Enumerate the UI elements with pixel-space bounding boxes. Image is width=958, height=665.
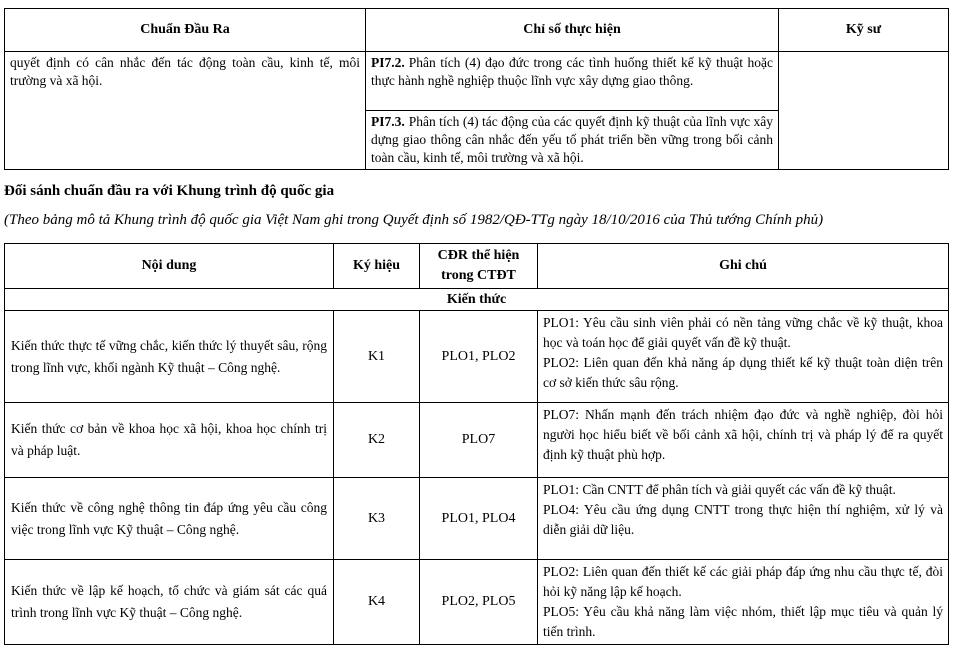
table2-header-noi-dung: Nội dung xyxy=(5,244,334,289)
note-line: PLO1: Yêu cầu sinh viên phải có nền tảng vững chắc về kỹ thuật, khoa học và toán học để giải quyết vấn đề kỹ thuật. xyxy=(543,315,943,350)
plo-cell: PLO1, PLO2 xyxy=(420,311,538,403)
table-row xyxy=(5,311,949,403)
table-row xyxy=(5,52,949,111)
note-line: PLO5: Yêu cầu khả năng làm việc nhóm, thiết lập mục tiêu và quản lý tiến trình. xyxy=(543,604,943,639)
note-line: PLO2: Liên quan đến thiết kế các giải pháp đáp ứng nhu cầu thực tế, đòi hỏi kỹ năng lập kế hoạch. xyxy=(543,564,943,599)
outcome-indicators-table xyxy=(4,8,949,170)
content-cell: Kiến thức thực tế vững chắc, kiến thức lý thuyết sâu, rộng trong lĩnh vực, khối ngành Kỹ thuật – Công nghệ. xyxy=(5,311,334,403)
indicator-code: PI7.3. xyxy=(371,114,405,129)
table2-header-ky-hieu: Ký hiệu xyxy=(334,244,420,289)
symbol-cell: K2 xyxy=(334,403,420,478)
section-heading: Đối sánh chuẩn đầu ra với Khung trình độ quốc gia xyxy=(4,183,335,199)
plo-cell: PLO2, PLO5 xyxy=(420,560,538,645)
symbol-cell: K1 xyxy=(334,311,420,403)
table-header-row xyxy=(5,9,949,52)
outcome-cell: quyết định có cân nhắc đến tác động toàn cầu, kinh tế, môi trường và xã hội. xyxy=(5,52,366,170)
symbol-cell: K4 xyxy=(334,560,420,645)
notes-cell xyxy=(538,311,949,403)
note-line: PLO2: Liên quan đến khả năng áp dụng thiết kế kỹ thuật toàn diện trên cơ sở kiến thức sâu rộng. xyxy=(543,355,943,390)
note-line: PLO1: Cần CNTT để phân tích và giải quyết các vấn đề kỹ thuật. xyxy=(543,482,896,497)
group-header-kien-thuc: Kiến thức xyxy=(5,289,949,311)
content-cell: Kiến thức về công nghệ thông tin đáp ứng yêu cầu công việc trong lĩnh vực Kỹ thuật – Công nghệ. xyxy=(5,478,334,560)
group-header-row xyxy=(5,289,949,311)
note-line: PLO4: Yêu cầu ứng dụng CNTT trong thực hiện thí nghiệm, xử lý và diễn giải dữ liệu. xyxy=(543,502,943,537)
content-cell: Kiến thức về lập kế hoạch, tổ chức và giám sát các quá trình trong lĩnh vực Kỹ thuật – Công nghệ. xyxy=(5,560,334,645)
content-cell: Kiến thức cơ bản về khoa học xã hội, khoa học chính trị và pháp luật. xyxy=(5,403,334,478)
indicator-code: PI7.2. xyxy=(371,55,405,70)
table-row xyxy=(5,403,949,478)
table1-header-chi-so-thuc-hien: Chỉ số thực hiện xyxy=(366,9,779,52)
table-row xyxy=(5,560,949,645)
table1-header-ky-su: Kỹ sư xyxy=(779,9,949,52)
indicator-text: Phân tích (4) tác động của các quyết định kỹ thuật của lĩnh vực xây dựng giao thông cân nhắc đến yếu tố phát triển bền vững trong bối cảnh toàn cầu, kinh tế, môi trường và xã hội. xyxy=(371,114,773,165)
table1-header-chuan-dau-ra: Chuẩn Đầu Ra xyxy=(5,9,366,52)
plo-cell: PLO1, PLO4 xyxy=(420,478,538,560)
table-row xyxy=(5,478,949,560)
plo-cell: PLO7 xyxy=(420,403,538,478)
qualification-mapping-table xyxy=(4,243,949,645)
section-note: (Theo bảng mô tả Khung trình độ quốc gia Việt Nam ghi trong Quyết định số 1982/QĐ-TTg ngày 18/10/2016 của Thủ tướng Chính phủ) xyxy=(4,212,824,228)
notes-cell xyxy=(538,478,949,560)
indicator-text: Phân tích (4) đạo đức trong các tình huống thiết kế kỹ thuật hoặc thực hành nghề nghiệp thuộc lĩnh vực xây dựng giao thông. xyxy=(371,55,773,88)
notes-cell xyxy=(538,403,949,478)
table2-header-ghi-chu: Ghi chú xyxy=(538,244,949,289)
indicator-cell-pi73 xyxy=(366,111,779,170)
engineer-cell xyxy=(779,52,949,170)
symbol-cell: K3 xyxy=(334,478,420,560)
table2-header-cdr: CĐR thể hiện trong CTĐT xyxy=(420,244,538,289)
table-header-row xyxy=(5,244,949,289)
notes-cell xyxy=(538,560,949,645)
indicator-cell-pi72 xyxy=(366,52,779,111)
note-line: PLO7: Nhấn mạnh đến trách nhiệm đạo đức và nghề nghiệp, đòi hỏi người học hiểu biết về bối cảnh xã hội, chính trị và pháp lý để ra quyết định kỹ thuật phù hợp. xyxy=(543,407,943,462)
